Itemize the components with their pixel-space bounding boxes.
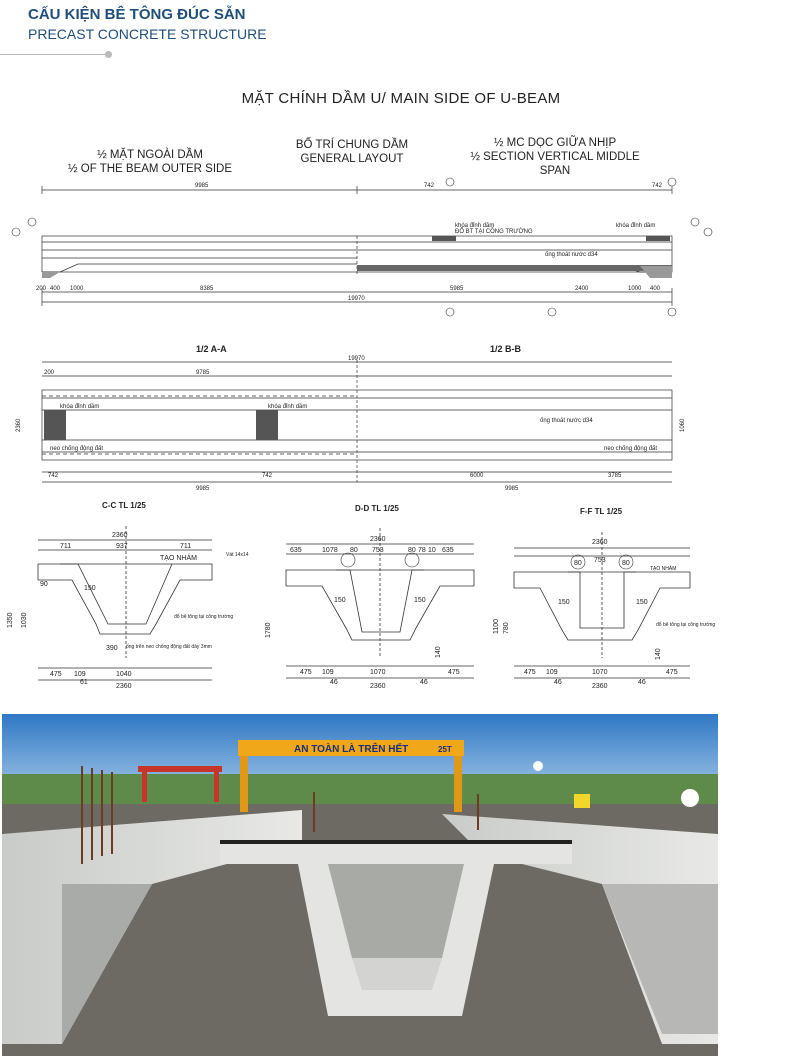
dd-80b: 80 — [408, 547, 416, 554]
ff-109: 109 — [546, 669, 558, 676]
dd-78b: 78 — [418, 547, 426, 554]
dd-1780: 1780 — [265, 622, 272, 638]
dd-10: 10 — [322, 547, 330, 554]
plan-dim-2360: 2360 — [16, 418, 22, 432]
dd-bottom: 2360 — [370, 683, 386, 690]
dd-635b: 635 — [442, 547, 454, 554]
dim-19970: 19970 — [348, 296, 365, 302]
ff-80b: 80 — [622, 560, 630, 567]
cc-475: 475 — [50, 671, 62, 678]
ff-top: 2360 — [592, 539, 608, 546]
ff-150b: 150 — [636, 599, 648, 606]
cc-711a: 711 — [60, 543, 72, 550]
dd-46a: 46 — [330, 679, 338, 686]
dd-475b: 475 — [448, 669, 460, 676]
header-title-en: PRECAST CONCRETE STRUCTURE — [28, 26, 267, 42]
ff-150a: 150 — [558, 599, 570, 606]
dd-80a: 80 — [350, 547, 358, 554]
plan-dim-9985b: 9985 — [505, 486, 519, 492]
note-do-bt: ĐỔ BT TẠI CÔNG TRƯỜNG — [455, 229, 533, 235]
cc-note1: TẠO NHÁM — [160, 555, 197, 562]
dd-109: 109 — [322, 669, 334, 676]
dd-150a: 150 — [334, 597, 346, 604]
ff-note2: đổ bê tông tại công trường — [656, 622, 716, 628]
cc-note3: đổ bê tông tại công trường — [174, 614, 234, 620]
ff-80a: 80 — [574, 560, 582, 567]
plan-note-khoa-b: khóa đỉnh dầm — [268, 404, 308, 410]
plan-dim-3785: 3785 — [608, 473, 622, 479]
ff-475a: 475 — [524, 669, 536, 676]
note-ong: ống thoát nước d34 — [545, 252, 598, 258]
plan-dim-1060: 1060 — [680, 418, 686, 432]
crane-sign: AN TOÀN LÀ TRÊN HẾT — [294, 744, 409, 755]
dd-1070: 1070 — [370, 669, 386, 676]
crane-sign-tag: 25T — [438, 745, 452, 754]
note-khoa: khóa đỉnh dầm — [455, 223, 495, 229]
elevation-left-label: ½ MẶT NGOÀI DẦM ½ OF THE BEAM OUTER SIDE — [67, 149, 232, 175]
cc-61: 61 — [80, 679, 88, 686]
ff-46a: 46 — [554, 679, 562, 686]
ff-140: 140 — [655, 648, 662, 660]
dd-46b: 46 — [420, 679, 428, 686]
plan-dim-200: 200 — [44, 370, 55, 376]
header-title-vn: CẤU KIỆN BÊ TÔNG ĐÚC SẴN — [28, 6, 246, 23]
sections-drawing — [0, 498, 802, 694]
cc-1350: 1350 — [7, 612, 14, 628]
dd-140: 140 — [435, 646, 442, 658]
dim-8385: 8385 — [200, 286, 214, 292]
cc-1040: 1040 — [116, 671, 132, 678]
plan-dim-9985a: 9985 — [196, 486, 210, 492]
dim-1000b: 1000 — [628, 286, 642, 292]
construction-photo — [2, 714, 718, 1056]
cc-390: 390 — [106, 645, 118, 652]
elevation-center-label: BỐ TRÍ CHUNG DẦM GENERAL LAYOUT — [295, 139, 409, 165]
header-divider-dot — [105, 51, 112, 58]
dd-635a: 635 — [290, 547, 302, 554]
section-cc-label: C-C TL 1/25 — [102, 501, 146, 510]
dim-200: 200 — [36, 286, 47, 292]
elevation-drawing — [0, 176, 802, 322]
plan-dim-9785: 9785 — [196, 370, 210, 376]
dim-400b: 400 — [650, 286, 661, 292]
ff-1100: 1100 — [493, 618, 500, 634]
ff-475b: 475 — [666, 669, 678, 676]
ff-46b: 46 — [638, 679, 646, 686]
plan-note-khoa-a: khóa đỉnh dầm — [60, 404, 100, 410]
section-dd-label: D-D TL 1/25 — [355, 504, 399, 513]
dim-2400: 2400 — [575, 286, 589, 292]
dd-78: 78 — [330, 547, 338, 554]
plan-dim-19970: 19970 — [348, 356, 365, 362]
dim-400: 400 — [50, 286, 61, 292]
ff-note1: TẠO NHÁM — [650, 566, 677, 572]
cc-90: 90 — [40, 581, 48, 588]
cc-1030: 1030 — [21, 612, 28, 628]
cc-711b: 711 — [180, 543, 192, 550]
dim-9985: 9985 — [195, 183, 209, 189]
elevation-right-label: ½ MC DỌC GIỮA NHỊP ½ SECTION VERTICAL MIDDLE SPAN — [470, 137, 640, 177]
plan-label-bb: 1/2 B-B — [490, 344, 522, 354]
plan-dim-742a: 742 — [48, 473, 59, 479]
dd-753: 753 — [372, 547, 384, 554]
dim-1000a: 1000 — [70, 286, 84, 292]
cc-note2: Vát 14x14 — [226, 552, 249, 558]
ff-753: 753 — [594, 557, 606, 564]
cc-109: 109 — [74, 671, 86, 678]
plan-drawing — [0, 342, 802, 492]
section-ff-label: F-F TL 1/25 — [580, 507, 623, 516]
plan-label-aa: 1/2 A-A — [196, 344, 227, 354]
plan-dim-742b: 742 — [262, 473, 273, 479]
drawing-title: MẶT CHÍNH DẦM U/ MAIN SIDE OF U-BEAM — [241, 90, 561, 107]
dd-150b: 150 — [414, 597, 426, 604]
dim-742a: 742 — [424, 183, 435, 189]
cc-note4: ống trên neo chống động đất dày 3mm — [126, 644, 212, 650]
plan-note-neo-b: neo chống động đất — [604, 446, 658, 452]
ff-1070: 1070 — [592, 669, 608, 676]
plan-note-ong: ống thoát nước d34 — [540, 418, 593, 424]
ff-780: 780 — [503, 622, 510, 634]
cc-937: 937 — [116, 543, 128, 550]
note-khoa-right: khóa đỉnh dầm — [616, 223, 656, 229]
dd-10b: 10 — [428, 547, 436, 554]
cc-top: 2360 — [112, 532, 128, 539]
dim-742b: 742 — [652, 183, 663, 189]
ff-bottom: 2360 — [592, 683, 608, 690]
plan-note-neo-a: neo chống động đất — [50, 446, 104, 452]
header-divider — [0, 54, 108, 55]
dd-top: 2360 — [370, 536, 386, 543]
plan-dim-6000: 6000 — [470, 473, 484, 479]
cc-150: 150 — [84, 585, 96, 592]
dim-5985: 5985 — [450, 286, 464, 292]
cc-bottom: 2360 — [116, 683, 132, 690]
dd-475a: 475 — [300, 669, 312, 676]
